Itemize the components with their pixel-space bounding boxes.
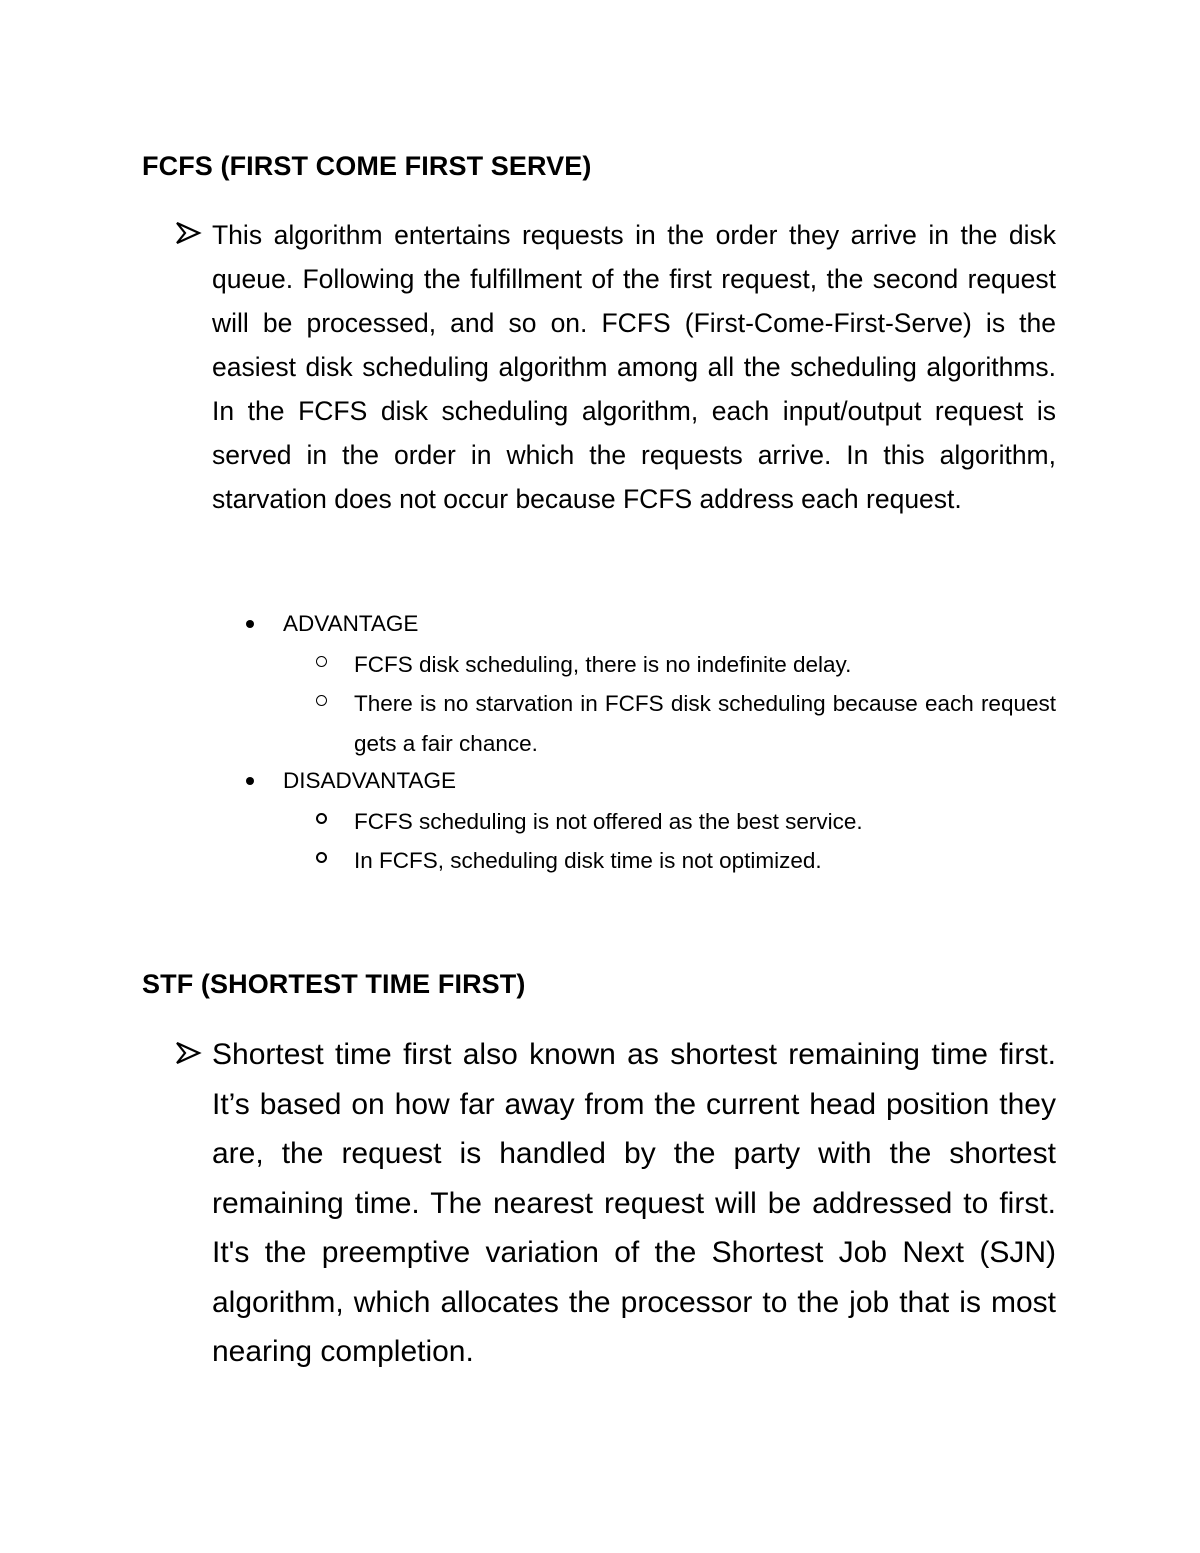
bullet-dot-icon bbox=[246, 620, 254, 628]
disadvantage-item-text: In FCFS, scheduling disk time is not optimized. bbox=[354, 848, 822, 873]
bold-circle-bullet-icon bbox=[316, 852, 327, 863]
disadvantage-label: DISADVANTAGE bbox=[283, 768, 456, 793]
stf-paragraph: Shortest time first also known as shortest remaining time first. It’s based on how far away from the current head position they are, the request is handled by the party with the shortest remaining time. The nearest request will be addressed to first. It's the preemptive variation of the Shortest Job Next (SJN) algorithm, which allocates the processor to the job that is most nearing completion. bbox=[212, 1038, 1056, 1368]
disadvantage-item-text: FCFS scheduling is not offered as the best service. bbox=[354, 809, 863, 834]
fcfs-heading: FCFS (FIRST COME FIRST SERVE) bbox=[142, 151, 592, 181]
advantage-item-text: There is no starvation in FCFS disk scheduling because each request gets a fair chance. bbox=[354, 691, 1056, 756]
arrowhead-bullet-icon bbox=[174, 1038, 204, 1068]
advantage-item-text: FCFS disk scheduling, there is no indefinite delay. bbox=[354, 652, 852, 677]
stf-heading: STF (SHORTEST TIME FIRST) bbox=[142, 969, 526, 999]
bullet-dot-icon bbox=[246, 777, 254, 785]
hollow-circle-bullet-icon bbox=[316, 656, 327, 667]
hollow-circle-bullet-icon bbox=[316, 695, 327, 706]
advantage-label: ADVANTAGE bbox=[283, 611, 419, 636]
fcfs-paragraph: This algorithm entertains requests in the order they arrive in the disk queue. Following the fulfillment of the first request, the second request will be processed, and so on. FCFS (First-Come-First-Serve) is the easiest disk scheduling algorithm among all the scheduling algorithms. In the FCFS disk scheduling algorithm, each input/output request is served in the order in which the requests arrive. In this algorithm, starvation does not occur because FCFS address each request. bbox=[212, 220, 1056, 514]
arrowhead-bullet-icon bbox=[174, 218, 204, 248]
bold-circle-bullet-icon bbox=[316, 813, 327, 824]
